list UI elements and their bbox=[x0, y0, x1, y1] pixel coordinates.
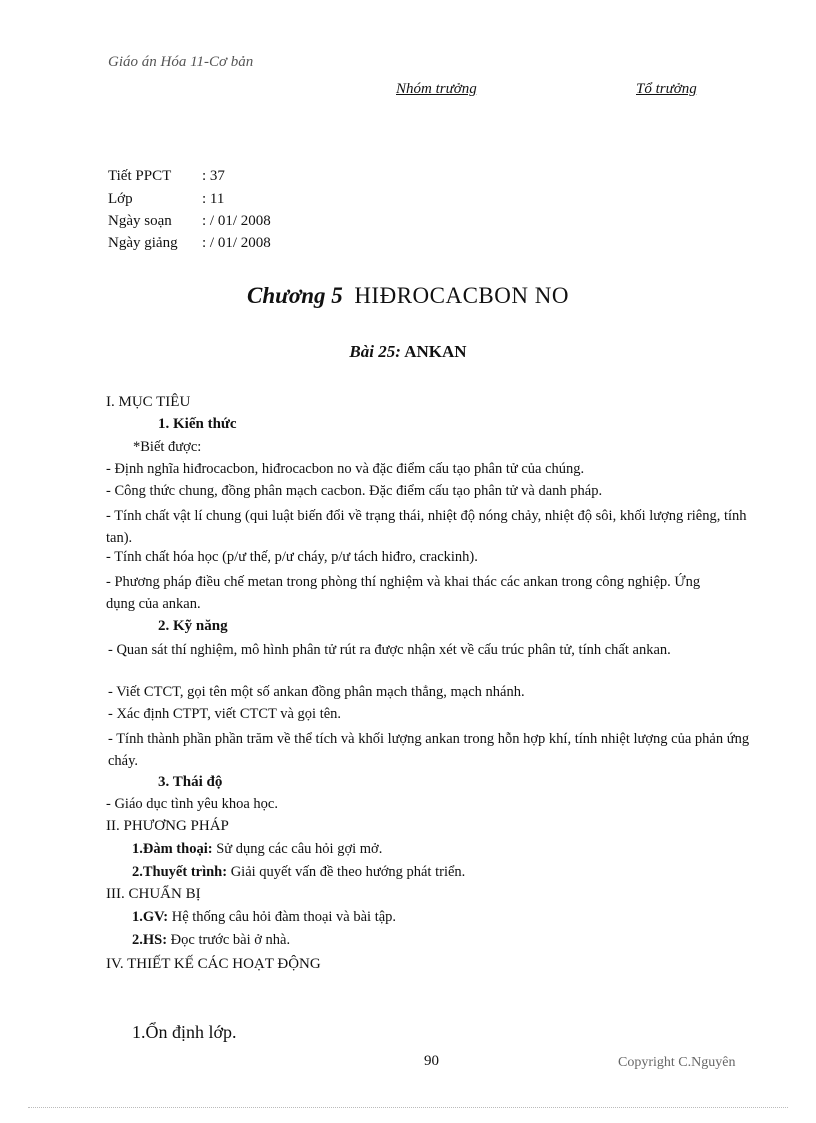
lesson-name: ANKAN bbox=[404, 342, 467, 361]
section-methods: II. PHƯƠNG PHÁP bbox=[106, 818, 229, 834]
knowledge-item: - Công thức chung, đồng phân mạch cacbon. Đặc điểm cấu tạo phân tử và danh pháp. bbox=[106, 483, 603, 499]
method-text: Giải quyết vấn đề theo hướng phát triển. bbox=[227, 864, 466, 880]
signature-department-head: Tổ trưởng bbox=[636, 81, 697, 97]
subsection-attitude: 3. Thái độ bbox=[158, 774, 223, 790]
attitude-item: - Giáo dục tình yêu khoa học. bbox=[106, 796, 278, 812]
skills-item: - Tính thành phần phần trăm về thể tích và khối lượng ankan trong hỗn hợp khí, tính nhiệt lượng của phản ứng cháy. bbox=[108, 731, 750, 769]
meta-value-period: : 37 bbox=[202, 168, 225, 184]
preparation-item bbox=[132, 909, 396, 926]
preparation-label: 1.GV: bbox=[132, 909, 169, 925]
subsection-knowledge: 1. Kiến thức bbox=[158, 416, 237, 432]
knowledge-item: - Tính chất vật lí chung (qui luật biến đổi về trạng thái, nhiệt độ nóng chảy, nhiệt độ sôi, khối lượng riêng, tính tan). bbox=[106, 508, 747, 546]
section-activities: IV. THIẾT KẾ CÁC HOẠT ĐỘNG bbox=[106, 956, 321, 972]
page-number: 90 bbox=[424, 1053, 439, 1069]
copyright: Copyright C.Nguyên bbox=[618, 1055, 736, 1070]
meta-label-period: Tiết PPCT bbox=[108, 168, 172, 184]
meta-label-prepared: Ngày soạn bbox=[108, 213, 172, 229]
chapter-name: HIĐROCACBON NO bbox=[354, 283, 569, 308]
preparation-label: 2.HS: bbox=[132, 932, 168, 948]
knowledge-item: - Định nghĩa hiđrocacbon, hiđrocacbon no và đặc điểm cấu tạo phân tử của chúng. bbox=[106, 461, 585, 477]
knowledge-item: - Tính chất hóa học (p/ư thế, p/ư cháy, p/ư tách hiđro, crackinh). bbox=[106, 549, 478, 565]
lesson-prefix: Bài 25: bbox=[349, 342, 401, 361]
document-header: Giáo án Hóa 11-Cơ bản bbox=[108, 54, 254, 70]
method-text: Sử dụng các câu hỏi gợi mở. bbox=[212, 841, 383, 857]
chapter-prefix: Chương 5 bbox=[247, 283, 343, 308]
meta-value-prepared: : / 01/ 2008 bbox=[202, 213, 271, 229]
chapter-title bbox=[0, 283, 816, 309]
preparation-text: Đọc trước bài ở nhà. bbox=[167, 932, 291, 948]
footer-divider bbox=[28, 1107, 788, 1108]
method-item bbox=[132, 841, 382, 858]
method-label: 2.Thuyết trình: bbox=[132, 864, 228, 880]
subsection-skills: 2. Kỹ năng bbox=[158, 618, 228, 634]
section-objectives: I. MỤC TIÊU bbox=[106, 394, 191, 410]
signature-group-leader: Nhóm trưởng bbox=[396, 81, 477, 97]
method-label: 1.Đàm thoại: bbox=[132, 841, 213, 857]
meta-value-class: : 11 bbox=[202, 191, 225, 207]
knowledge-intro: *Biết được: bbox=[133, 439, 202, 455]
knowledge-item: - Phương pháp điều chế metan trong phòng thí nghiệm và khai thác các ankan trong công nghiệp. Ứng dụng của ankan. bbox=[106, 574, 701, 612]
preparation-text: Hệ thống câu hỏi đàm thoại và bài tập. bbox=[168, 909, 397, 925]
meta-label-taught: Ngày giảng bbox=[108, 235, 178, 251]
activity-step: 1.Ổn định lớp. bbox=[132, 1022, 237, 1042]
lesson-title bbox=[0, 342, 816, 362]
skills-item: - Quan sát thí nghiệm, mô hình phân tử rút ra được nhận xét về cấu trúc phân tử, tính chất ankan. bbox=[108, 642, 671, 658]
section-preparation: III. CHUẨN BỊ bbox=[106, 886, 201, 902]
method-item bbox=[132, 864, 465, 881]
preparation-item bbox=[132, 932, 290, 949]
meta-label-class: Lớp bbox=[108, 191, 133, 207]
meta-value-taught: : / 01/ 2008 bbox=[202, 235, 271, 251]
skills-item: - Viết CTCT, gọi tên một số ankan đồng phân mạch thẳng, mạch nhánh. bbox=[108, 684, 525, 700]
skills-item: - Xác định CTPT, viết CTCT và gọi tên. bbox=[108, 706, 342, 722]
